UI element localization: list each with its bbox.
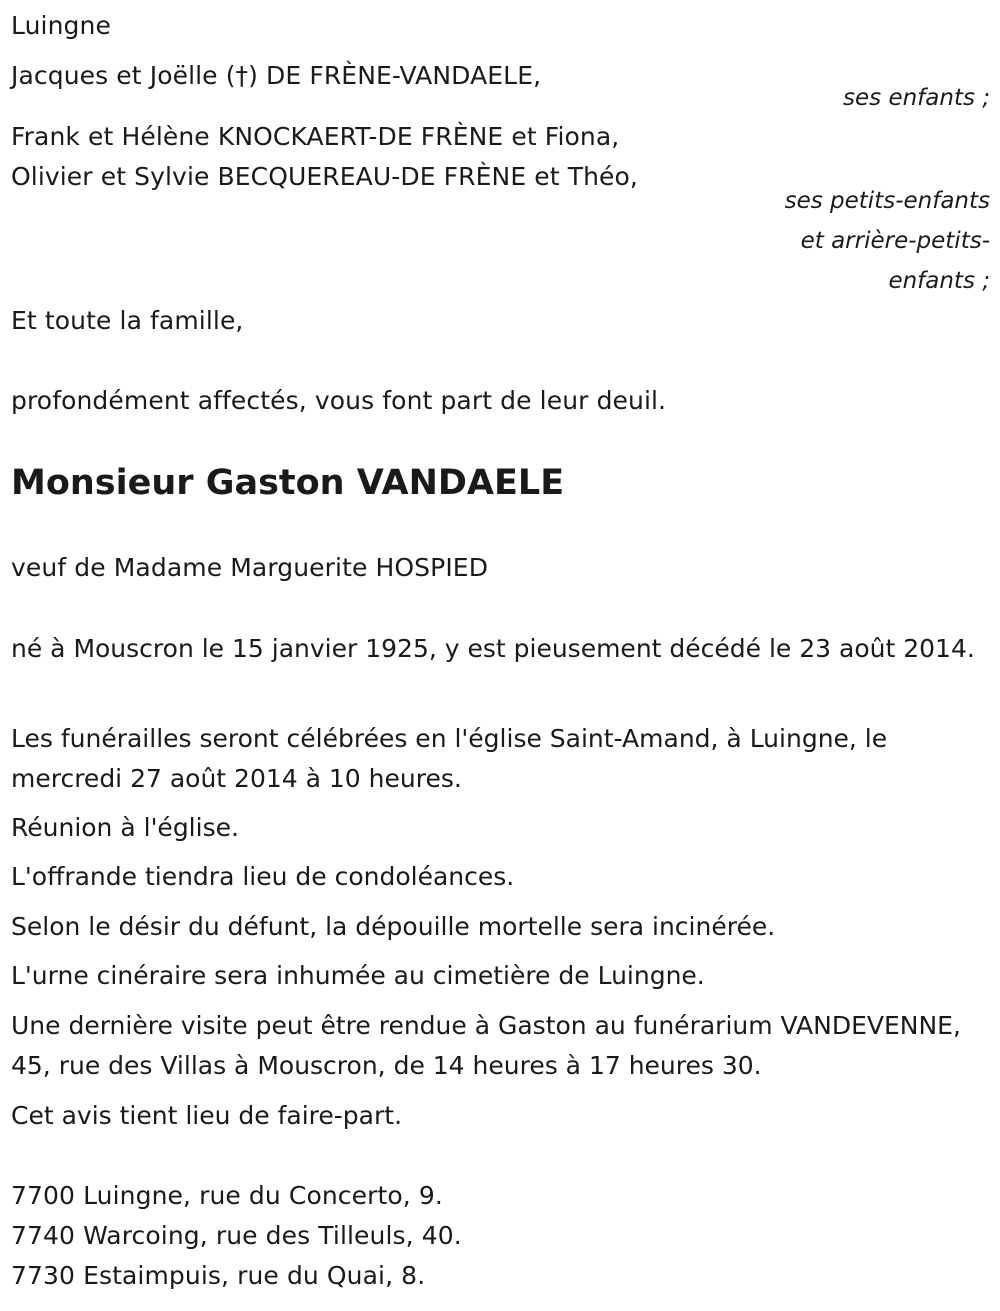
- grandchildren-label-2: et arrière-petits-: [800, 228, 990, 254]
- deceased-name: Monsieur Gaston VANDAELE: [11, 463, 565, 503]
- whole-family-line: Et toute la famille,: [11, 306, 244, 335]
- detail-birth-death: né à Mouscron le 15 janvier 1925, y est pieusement décédé le 23 août 2014.: [11, 634, 975, 663]
- grandchildren-label-1: ses petits-enfants: [784, 188, 990, 214]
- intro-line: profondément affectés, vous font part de leur deuil.: [11, 386, 667, 415]
- detail-meeting: Réunion à l'église.: [11, 813, 239, 842]
- header-location: Luingne: [11, 11, 111, 40]
- children-line: Jacques et Joëlle (†) DE FRÈNE-VANDAELE,: [11, 61, 542, 90]
- detail-funeral: Les funérailles seront célébrées en l'église Saint-Amand, à Luingne, le mercredi 27 août 2014 à 10 heures.: [11, 724, 888, 793]
- detail-urn: L'urne cinéraire sera inhumée au cimetière de Luingne.: [11, 961, 705, 990]
- children-label: ses enfants ;: [843, 85, 990, 111]
- address-estaimpuis: 7730 Estaimpuis, rue du Quai, 8.: [11, 1261, 426, 1290]
- grandchildren-line-2: Olivier et Sylvie BECQUEREAU-DE FRÈNE et Théo,: [11, 162, 638, 191]
- detail-cremation: Selon le désir du défunt, la dépouille mortelle sera incinérée.: [11, 912, 776, 941]
- detail-notice: Cet avis tient lieu de faire-part.: [11, 1101, 403, 1130]
- spouse-line: veuf de Madame Marguerite HOSPIED: [11, 553, 489, 582]
- address-warcoing: 7740 Warcoing, rue des Tilleuls, 40.: [11, 1221, 462, 1250]
- address-luingne: 7700 Luingne, rue du Concerto, 9.: [11, 1181, 443, 1210]
- grandchildren-label-3: enfants ;: [888, 268, 990, 294]
- detail-visit: Une dernière visite peut être rendue à Gaston au funérarium VANDEVENNE, 45, rue des Villas à Mouscron, de 14 heures à 17 heures 30.: [11, 1011, 961, 1080]
- grandchildren-line-1: Frank et Hélène KNOCKAERT-DE FRÈNE et Fiona,: [11, 122, 620, 151]
- detail-offering: L'offrande tiendra lieu de condoléances.: [11, 862, 515, 891]
